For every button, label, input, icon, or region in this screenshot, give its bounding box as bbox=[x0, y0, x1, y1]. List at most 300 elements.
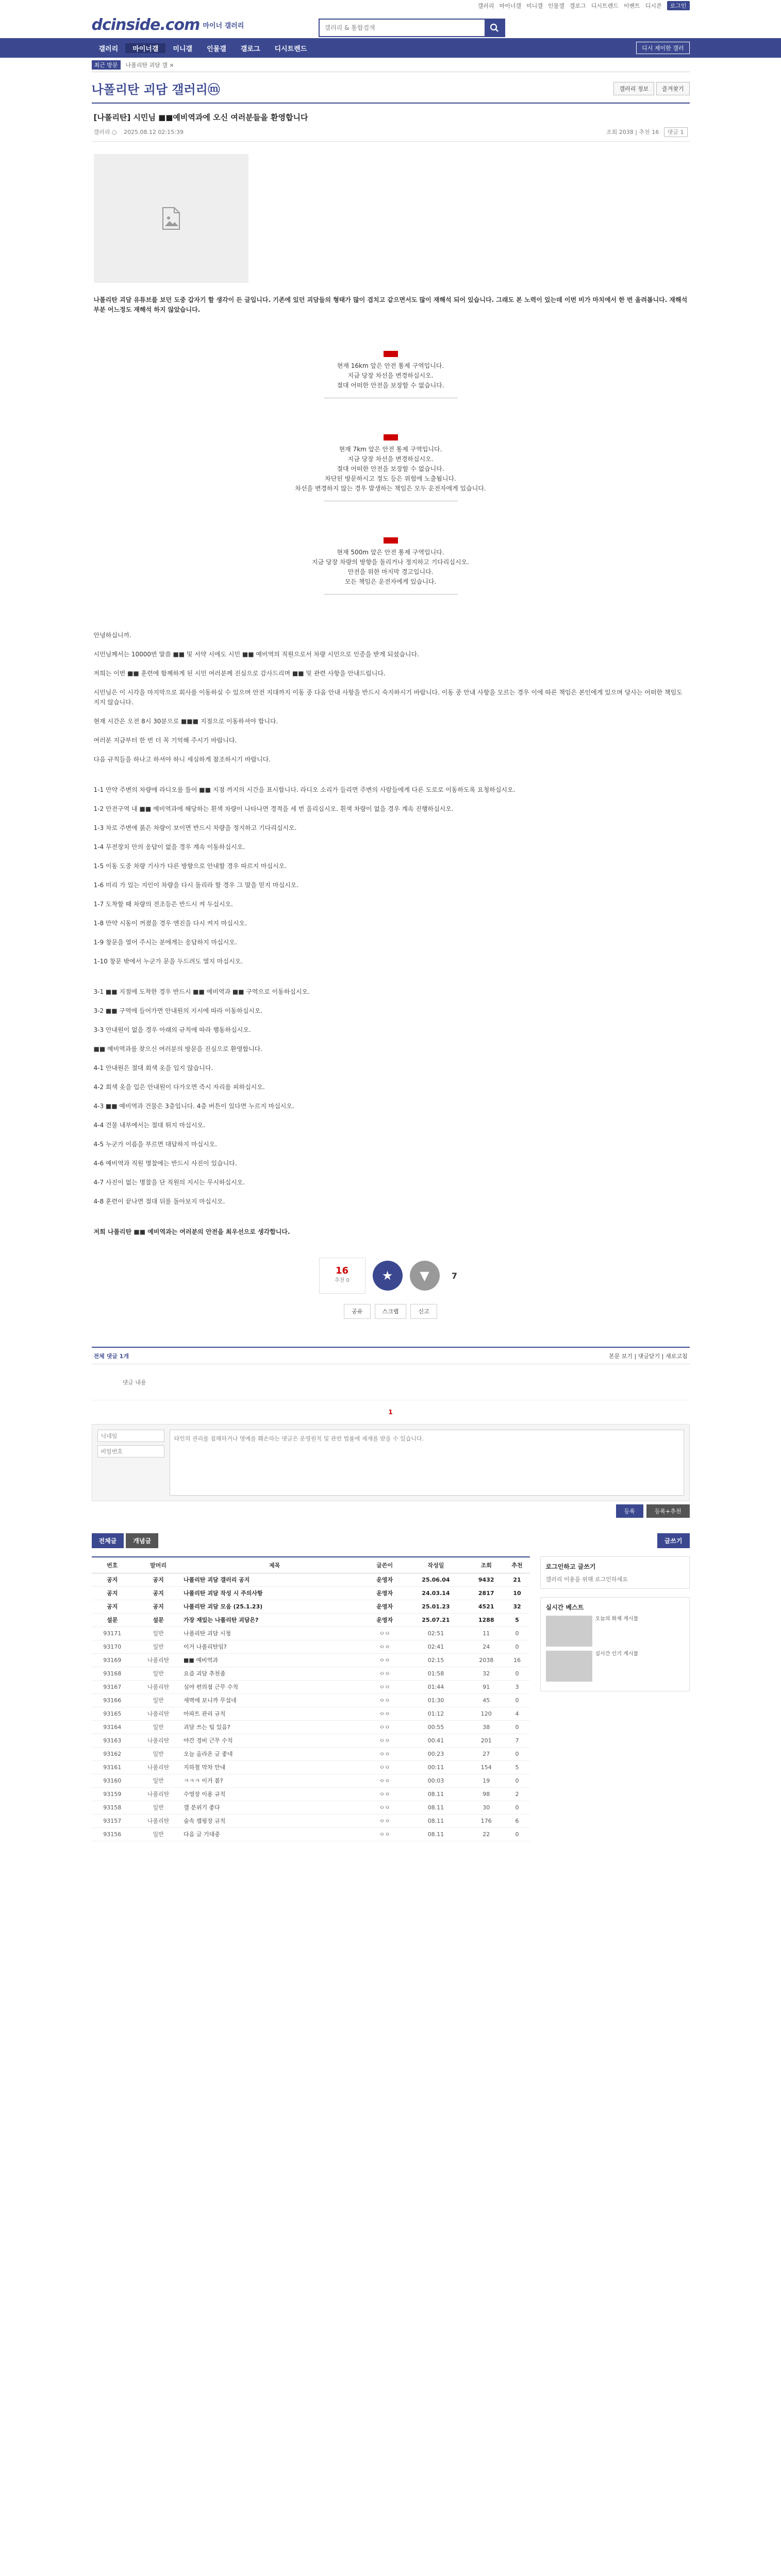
table-cell: 2 bbox=[504, 1787, 529, 1801]
nav-gallery[interactable]: 갤러리 bbox=[98, 45, 119, 53]
table-cell: 154 bbox=[468, 1760, 505, 1774]
table-row[interactable] bbox=[92, 1801, 530, 1814]
recent-visit-bar bbox=[92, 58, 690, 72]
table-row[interactable] bbox=[92, 1747, 530, 1760]
rule-item: 1-6 미리 가 있는 지인이 차량을 다시 돌리라 할 경우 그 말을 믿지 마십시오. bbox=[93, 882, 299, 889]
column-header: 조회 bbox=[468, 1557, 505, 1573]
table-cell: 93164 bbox=[92, 1720, 134, 1734]
table-cell: ㅇㅇ bbox=[366, 1680, 404, 1693]
search-input[interactable] bbox=[320, 20, 485, 36]
comment-pagination[interactable]: 1 bbox=[388, 1409, 393, 1416]
table-cell: 25.06.04 bbox=[404, 1573, 468, 1586]
table-cell: 일반 bbox=[133, 1720, 184, 1734]
view-post-link[interactable]: 본문 보기 bbox=[609, 1352, 633, 1360]
table-cell: ㅇㅇ bbox=[366, 1814, 404, 1827]
table-cell: 120 bbox=[468, 1707, 505, 1720]
table-cell: ㅇㅇ bbox=[366, 1734, 404, 1747]
password-input[interactable] bbox=[97, 1445, 164, 1458]
table-cell: 93165 bbox=[92, 1707, 134, 1720]
section-item: 4-5 누군가 이름을 부르면 대답하지 마십시오. bbox=[93, 1141, 218, 1148]
notice-line: 현재 500m 앞은 안전 통제 구역입니다. bbox=[337, 549, 444, 556]
list-tabs bbox=[92, 1533, 690, 1548]
post-paragraph: 안녕하십니까. bbox=[93, 632, 131, 639]
table-row[interactable] bbox=[92, 1573, 530, 1586]
table-cell: 공지 bbox=[133, 1586, 184, 1600]
gallery-title[interactable]: 나폴리탄 괴담 갤러리ⓜ bbox=[91, 82, 220, 97]
table-cell: 32 bbox=[468, 1667, 505, 1680]
section-item: 3-1 ■■ 지점에 도착한 경우 반드시 ■■ 예비역과 ■■ 구역으로 이동하십시오. bbox=[93, 988, 310, 995]
post-paragraph: 여러분 지금부터 한 번 더 꼭 기억해 주시기 바랍니다. bbox=[93, 737, 237, 744]
table-row[interactable] bbox=[92, 1693, 530, 1707]
comment-text: 댓글 내용 bbox=[122, 1379, 146, 1386]
recommend-up-count bbox=[319, 1258, 365, 1294]
table-cell: 4521 bbox=[468, 1600, 505, 1613]
table-row[interactable] bbox=[92, 1586, 530, 1600]
post-title-cell[interactable]: ㅋㅋㅋ 이거 봄? bbox=[184, 1774, 365, 1787]
up-sub: 추천 0 bbox=[335, 1278, 350, 1283]
table-cell: 93166 bbox=[92, 1693, 134, 1707]
column-header: 제목 bbox=[184, 1557, 365, 1573]
table-cell: 일반 bbox=[133, 1693, 184, 1707]
rule-item: 1-4 무전장치 안의 응답이 없을 경우 계속 이동하십시오. bbox=[93, 843, 245, 851]
login-box-sub[interactable]: 갤러리 이용을 위해 로그인하세요 bbox=[545, 1576, 628, 1583]
table-row[interactable] bbox=[92, 1787, 530, 1801]
post-title-cell[interactable]: 요즘 괴담 추천좀 bbox=[184, 1667, 365, 1680]
table-cell: 93161 bbox=[92, 1760, 134, 1774]
post-list bbox=[92, 1556, 530, 1841]
table-cell: 93170 bbox=[92, 1640, 134, 1653]
table-cell: ㅇㅇ bbox=[366, 1747, 404, 1760]
table-cell: 설문 bbox=[133, 1613, 184, 1626]
rule-item: 1-10 창문 밖에서 누군가 문을 두드려도 열지 마십시오. bbox=[93, 958, 243, 965]
table-cell: 25.01.23 bbox=[404, 1600, 468, 1613]
table-cell: 설문 bbox=[92, 1613, 134, 1626]
comment-submit-recommend-button[interactable]: 등록+추천 bbox=[646, 1504, 690, 1518]
table-cell: 공지 bbox=[92, 1600, 134, 1613]
table-row[interactable] bbox=[92, 1734, 530, 1747]
table-cell: 93169 bbox=[92, 1653, 134, 1667]
table-cell: 5 bbox=[504, 1613, 529, 1626]
table-row[interactable] bbox=[92, 1760, 530, 1774]
post-paragraph: 현재 시간은 오전 8시 30분으로 ■■■ 지점으로 이동하셔야 합니다. bbox=[93, 718, 278, 725]
comment-bar: 전체 댓글 1개 본문 보기 | 댓글닫기 | 새로고침 bbox=[92, 1347, 690, 1364]
post-title-cell[interactable]: 가장 재밌는 나폴리탄 괴담은? bbox=[184, 1613, 365, 1626]
recommend-up-button[interactable] bbox=[373, 1261, 403, 1291]
warning-mark bbox=[384, 434, 398, 440]
rule-item: 1-7 도착할 때 차량의 전조등은 반드시 켜 두십시오. bbox=[93, 901, 233, 908]
up-count: 16 bbox=[335, 1265, 349, 1276]
table-cell: 93158 bbox=[92, 1801, 134, 1814]
post-author[interactable]: 갤러리 ○ bbox=[93, 129, 117, 135]
post-title-cell[interactable]: 이거 나폴리탄임? bbox=[184, 1640, 365, 1653]
util-bar bbox=[92, 0, 690, 11]
table-cell: ㅇㅇ bbox=[366, 1693, 404, 1707]
post-title-cell[interactable]: 나폴리탄 괴담 모음 (25.1.23) bbox=[184, 1600, 365, 1613]
section-item: ■■ 예비역과를 찾으신 여러분의 방문을 진심으로 환영합니다. bbox=[93, 1045, 263, 1053]
table-cell: 0 bbox=[504, 1720, 529, 1734]
post-title-cell[interactable]: 다음 글 기대중 bbox=[184, 1827, 365, 1841]
nickname-input[interactable] bbox=[97, 1430, 164, 1442]
table-cell: 공지 bbox=[133, 1600, 184, 1613]
table-cell: 00:03 bbox=[404, 1774, 468, 1787]
table-cell: 93163 bbox=[92, 1734, 134, 1747]
notice-line: 차선을 변경하지 않는 경우 발생하는 책임은 모두 운전자에게 있습니다. bbox=[295, 485, 486, 492]
table-cell: 176 bbox=[468, 1814, 505, 1827]
thumb-up-icon: ★ bbox=[381, 1268, 393, 1283]
warning-mark bbox=[384, 537, 398, 544]
table-cell: 일반 bbox=[133, 1827, 184, 1841]
post-title-cell[interactable]: 수영장 이용 규칙 bbox=[184, 1787, 365, 1801]
section-item: 3-3 안내원이 없을 경우 아래의 규칙에 따라 행동하십시오. bbox=[93, 1026, 251, 1033]
post-title-cell[interactable]: 야간 경비 근무 수칙 bbox=[184, 1734, 365, 1747]
post-title-cell[interactable]: 아파트 관리 규칙 bbox=[184, 1707, 365, 1720]
rule-item: 1-9 창문을 열어 주시는 분에게는 응답하지 마십시오. bbox=[93, 939, 237, 946]
table-cell: 02:51 bbox=[404, 1626, 468, 1640]
table-row[interactable] bbox=[92, 1707, 530, 1720]
down-count: 7 bbox=[451, 1270, 458, 1281]
comment-count-button[interactable]: 댓글 1 bbox=[664, 127, 688, 137]
table-cell: ㅇㅇ bbox=[366, 1801, 404, 1814]
util-mini[interactable]: 미니갤 bbox=[526, 3, 543, 9]
recent-visit-tag: 최근 방문 bbox=[92, 60, 121, 70]
column-header: 번호 bbox=[92, 1557, 134, 1573]
table-cell: 93159 bbox=[92, 1787, 134, 1801]
notice-line: 현재 7km 앞은 안전 통제 구역입니다. bbox=[339, 446, 442, 453]
site-logo[interactable]: dcinside.com bbox=[91, 15, 200, 34]
table-cell: ㅇㅇ bbox=[366, 1640, 404, 1653]
post-title-cell[interactable]: 새벽에 보니까 무섭네 bbox=[184, 1693, 365, 1707]
post-title-cell[interactable]: ■■ 예비역과 bbox=[184, 1653, 365, 1667]
post-title: [나폴리탄] 시민님 ■■예비역과에 오신 여러분들을 환영합니다 bbox=[93, 113, 308, 122]
recommend-area bbox=[94, 1258, 688, 1294]
notice-block-1 bbox=[94, 351, 688, 398]
table-cell: 98 bbox=[468, 1787, 505, 1801]
notice-block-2 bbox=[94, 434, 688, 501]
table-cell: 3 bbox=[504, 1680, 529, 1693]
table-cell: 나폴리탄 bbox=[133, 1680, 184, 1693]
table-cell: 운영자 bbox=[366, 1600, 404, 1613]
notice-line: 안전을 위한 마지막 경고입니다. bbox=[347, 568, 434, 575]
table-cell: 16 bbox=[504, 1653, 529, 1667]
table-cell: ㅇㅇ bbox=[366, 1774, 404, 1787]
table-cell: ㅇㅇ bbox=[366, 1707, 404, 1720]
table-cell: 0 bbox=[504, 1693, 529, 1707]
rule-item: 1-5 이동 도중 차량 기사가 다른 방향으로 안내할 경우 따르지 마십시오. bbox=[93, 862, 287, 870]
table-row[interactable] bbox=[92, 1667, 530, 1680]
section-item: 4-4 건물 내부에서는 절대 뛰지 마십시오. bbox=[93, 1122, 205, 1129]
table-row[interactable] bbox=[92, 1814, 530, 1827]
main-nav bbox=[0, 38, 781, 58]
hot-box bbox=[540, 1597, 690, 1691]
table-cell: 일반 bbox=[133, 1640, 184, 1653]
column-header: 작성일 bbox=[404, 1557, 468, 1573]
login-box bbox=[540, 1556, 690, 1589]
rule-item: 1-1 만약 주변의 차량에 라디오를 틀어 ■■ 지점 까지의 시간을 표시합니다. 라디오 소리가 들리면 주변의 사람들에게 다른 도로로 이동하도록 요청하십시오. bbox=[93, 786, 516, 793]
table-cell: 0 bbox=[504, 1640, 529, 1653]
table-row[interactable] bbox=[92, 1613, 530, 1626]
notice-line: 현재 16km 앞은 안전 통제 구역입니다. bbox=[337, 362, 444, 369]
util-event[interactable]: 이벤트 bbox=[623, 3, 640, 9]
section-item: 4-2 회색 옷을 입은 안내원이 다가오면 즉시 자리를 피하십시오. bbox=[93, 1083, 265, 1091]
table-cell: 93162 bbox=[92, 1747, 134, 1760]
post-paragraph: 저희는 이번 ■■ 훈련에 함께하게 된 시민 여러분께 진심으로 감사드리며 ■■ 및 관련 사항을 안내드립니다. bbox=[93, 670, 386, 677]
share-row bbox=[94, 1304, 688, 1319]
table-cell: 7 bbox=[504, 1734, 529, 1747]
table-cell: 93167 bbox=[92, 1680, 134, 1693]
recent-visit-item[interactable]: 나폴리탄 괴담 갤 × bbox=[125, 61, 174, 69]
post-title-cell[interactable]: 나폴리탄 괴담 작성 시 주의사항 bbox=[184, 1586, 365, 1600]
table-row[interactable] bbox=[92, 1626, 530, 1640]
table-cell: 0 bbox=[504, 1774, 529, 1787]
table-cell: 93156 bbox=[92, 1827, 134, 1841]
notice-line: 지금 당장 차량의 방향을 돌리거나 정지하고 기다리십시오. bbox=[312, 558, 469, 566]
util-gallog[interactable]: 갤로그 bbox=[569, 3, 586, 9]
post-title-cell[interactable]: 나폴리탄 괴담 갤러리 공지 bbox=[184, 1573, 365, 1586]
table-row[interactable] bbox=[92, 1720, 530, 1734]
nav-gallog[interactable]: 갤로그 bbox=[240, 45, 260, 53]
post-title-cell[interactable]: 오늘 올라온 글 좋네 bbox=[184, 1747, 365, 1760]
table-cell: 01:12 bbox=[404, 1707, 468, 1720]
comment-submit-button[interactable]: 등록 bbox=[616, 1504, 643, 1518]
post-content bbox=[92, 142, 690, 1347]
table-cell: 0 bbox=[504, 1626, 529, 1640]
image-icon bbox=[161, 207, 181, 230]
thumb-down-icon: ▼ bbox=[420, 1268, 429, 1283]
table-cell: 0 bbox=[504, 1801, 529, 1814]
post-header: [나폴리탄] 시민님 ■■예비역과에 오신 여러분들을 환영합니다 갤러리 ○ 2025.08.12 02:15:39 조회 2038 | 추천 16 댓글 1 bbox=[92, 104, 690, 142]
notice-line: 지금 당장 차선을 변경하십시오. bbox=[347, 372, 434, 379]
util-trend[interactable]: 디시트렌드 bbox=[591, 3, 619, 9]
util-person[interactable]: 인물갤 bbox=[547, 3, 564, 9]
table-cell: 1288 bbox=[468, 1613, 505, 1626]
table-cell: 일반 bbox=[133, 1774, 184, 1787]
hot-thumb[interactable] bbox=[546, 1651, 592, 1682]
rule-item: 1-2 안전구역 내 ■■ 예비역과에 해당하는 흰색 차량이 나타나면 경적을 세 번 울리십시오. 흰색 차량이 없을 경우 계속 진행하십시오. bbox=[93, 805, 454, 812]
table-cell: ㅇㅇ bbox=[366, 1827, 404, 1841]
table-cell: 나폴리탄 bbox=[133, 1760, 184, 1774]
search-icon bbox=[490, 23, 499, 32]
table-cell: 02:15 bbox=[404, 1653, 468, 1667]
table-cell: 93171 bbox=[92, 1626, 134, 1640]
table-cell: 6 bbox=[504, 1814, 529, 1827]
post-title-cell[interactable]: 갤 분위기 좋다 bbox=[184, 1801, 365, 1814]
table-cell: 공지 bbox=[92, 1586, 134, 1600]
table-cell: 일반 bbox=[133, 1667, 184, 1680]
table-cell: 나폴리탄 bbox=[133, 1734, 184, 1747]
table-cell: 24.03.14 bbox=[404, 1586, 468, 1600]
notice-line: 절대 어떠한 안전을 보장할 수 없습니다. bbox=[337, 382, 444, 389]
notice-line: 절대 어떠한 안전을 보장할 수 없습니다. bbox=[337, 465, 444, 472]
table-cell: 5 bbox=[504, 1760, 529, 1774]
section-item: 4-8 훈련이 끝나면 절대 뒤를 돌아보지 마십시오. bbox=[93, 1198, 225, 1205]
table-cell: 00:23 bbox=[404, 1747, 468, 1760]
nav-trend[interactable]: 디시트렌드 bbox=[274, 45, 307, 53]
post-title-cell[interactable]: 심야 편의점 근무 수칙 bbox=[184, 1680, 365, 1693]
recommend-down-button[interactable] bbox=[410, 1261, 440, 1291]
table-cell: 08.11 bbox=[404, 1801, 468, 1814]
post-date: 2025.08.12 02:15:39 bbox=[123, 129, 184, 135]
login-button[interactable]: 로그인 bbox=[667, 1, 690, 10]
table-cell: 운영자 bbox=[366, 1573, 404, 1586]
table-row[interactable] bbox=[92, 1653, 530, 1667]
notice-line: 차단된 방문하시고 정도 등은 위험에 노출됩니다. bbox=[325, 475, 456, 482]
write-button[interactable]: 글쓰기 bbox=[657, 1533, 690, 1548]
table-cell: 32 bbox=[504, 1600, 529, 1613]
table-cell: ㅇㅇ bbox=[366, 1760, 404, 1774]
tab-all[interactable]: 전체글 bbox=[92, 1533, 124, 1548]
table-cell: 2817 bbox=[468, 1586, 505, 1600]
table-cell: 08.11 bbox=[404, 1827, 468, 1841]
section-item: 4-6 예비역과 직원 명찰에는 반드시 사진이 있습니다. bbox=[93, 1160, 237, 1167]
nav-minor[interactable]: 마이너갤 bbox=[125, 43, 165, 53]
table-cell: 93168 bbox=[92, 1667, 134, 1680]
table-cell: 201 bbox=[468, 1734, 505, 1747]
table-cell: 0 bbox=[504, 1827, 529, 1841]
table-cell: ㅇㅇ bbox=[366, 1626, 404, 1640]
hot-thumb[interactable] bbox=[546, 1616, 592, 1647]
table-cell: 운영자 bbox=[366, 1613, 404, 1626]
table-cell: 공지 bbox=[133, 1573, 184, 1586]
hot-item[interactable]: 오늘의 화제 게시물 bbox=[595, 1616, 639, 1622]
tab-best[interactable]: 개념글 bbox=[126, 1533, 158, 1548]
table-cell: 30 bbox=[468, 1801, 505, 1814]
scrap-button[interactable]: 스크랩 bbox=[375, 1304, 407, 1319]
table-cell: 08.11 bbox=[404, 1814, 468, 1827]
table-cell: 10 bbox=[504, 1586, 529, 1600]
report-button[interactable]: 신고 bbox=[410, 1304, 437, 1319]
table-cell: 22 bbox=[468, 1827, 505, 1841]
section-item: 3-2 ■■ 구역에 들어가면 안내원의 지시에 따라 이동하십시오. bbox=[93, 1007, 263, 1014]
table-cell: 운영자 bbox=[366, 1586, 404, 1600]
util-minor[interactable]: 마이너갤 bbox=[499, 3, 522, 9]
table-row[interactable] bbox=[92, 1774, 530, 1787]
post-title-cell[interactable]: 숲속 캠핑장 규칙 bbox=[184, 1814, 365, 1827]
util-gallery[interactable]: 갤러리 bbox=[477, 3, 494, 9]
table-row[interactable] bbox=[92, 1680, 530, 1693]
section-item: 4-1 안내원은 절대 회색 옷을 입지 않습니다. bbox=[93, 1064, 213, 1072]
post-title-cell[interactable]: 괴담 쓰는 팁 있음? bbox=[184, 1720, 365, 1734]
refresh-link[interactable]: 새로고침 bbox=[665, 1352, 688, 1360]
post-image[interactable] bbox=[94, 154, 248, 283]
table-cell: 0 bbox=[504, 1667, 529, 1680]
table-cell: 2038 bbox=[468, 1653, 505, 1667]
table-cell: 9432 bbox=[468, 1573, 505, 1586]
table-cell: 00:41 bbox=[404, 1734, 468, 1747]
table-cell: ㅇㅇ bbox=[366, 1667, 404, 1680]
table-cell: 나폴리탄 bbox=[133, 1707, 184, 1720]
hot-box-title: 실시간 베스트 bbox=[545, 1604, 584, 1611]
table-cell: 0 bbox=[504, 1747, 529, 1760]
post-views: 조회 2038 bbox=[606, 129, 634, 135]
table-cell: 93157 bbox=[92, 1814, 134, 1827]
gallery-info-button[interactable]: 갤러리 정보 bbox=[613, 82, 654, 95]
rule-item: 1-3 차로 주변에 붉은 차량이 보이면 반드시 차량을 정지하고 기다리십시오. bbox=[93, 824, 297, 832]
table-cell: 일반 bbox=[133, 1801, 184, 1814]
table-cell: 일반 bbox=[133, 1747, 184, 1760]
post-intro: 나폴리탄 괴담 유튜브를 보던 도중 갑자기 할 생각이 든 글입니다. 기존에 있던 괴담들의 형태가 많이 겹치고 같으면서도 많이 재해석 되어 있습니다. 그래도 본 노력이 있는데 이번 비가 마치에서 한 번 올려봅니다. 재해석 부분 어느정도 재해석 하지 않았습니다. bbox=[93, 296, 688, 313]
table-cell: 나폴리탄 bbox=[133, 1787, 184, 1801]
util-dccon[interactable]: 디시콘 bbox=[645, 3, 662, 9]
favorite-button[interactable]: 즐겨찾기 bbox=[656, 82, 690, 95]
notice-line: 모든 책임은 운전자에게 있습니다. bbox=[344, 578, 437, 585]
table-cell: 08.11 bbox=[404, 1787, 468, 1801]
close-comments-link[interactable]: 댓글닫기 bbox=[638, 1352, 660, 1360]
login-box-title: 로그인하고 글쓰기 bbox=[545, 1563, 596, 1570]
comment-total[interactable]: 전체 댓글 1개 bbox=[93, 1352, 129, 1360]
rule-item: 1-8 만약 시동이 꺼졌을 경우 엔진을 다시 켜지 마십시오. bbox=[93, 920, 247, 927]
gallery-title-bar bbox=[92, 79, 690, 104]
table-cell: ㅇㅇ bbox=[366, 1720, 404, 1734]
table-cell: ㅇㅇ bbox=[366, 1653, 404, 1667]
hot-item[interactable]: 실시간 인기 게시물 bbox=[595, 1651, 639, 1657]
divider bbox=[324, 594, 458, 595]
search-button[interactable] bbox=[485, 20, 504, 36]
table-cell: 나폴리탄 bbox=[133, 1653, 184, 1667]
column-header: 글쓴이 bbox=[366, 1557, 404, 1573]
comment-item bbox=[92, 1364, 690, 1400]
post-title-cell[interactable]: 지하철 막차 안내 bbox=[184, 1760, 365, 1774]
table-cell: 4 bbox=[504, 1707, 529, 1720]
table-cell: 25.07.21 bbox=[404, 1613, 468, 1626]
section-item: 4-3 ■■ 예비역과 건물은 3층입니다. 4층 버튼이 있다면 누르지 마십시오. bbox=[93, 1103, 294, 1110]
table-cell: ㅇㅇ bbox=[366, 1787, 404, 1801]
sidebar bbox=[540, 1556, 690, 1841]
table-cell: 공지 bbox=[92, 1573, 134, 1586]
comment-write-box bbox=[92, 1424, 690, 1501]
logo-subtitle[interactable]: 마이너 갤러리 bbox=[203, 22, 244, 30]
table-cell: 01:58 bbox=[404, 1667, 468, 1680]
warning-mark bbox=[384, 351, 398, 357]
post-recommend: 추천 16 bbox=[639, 129, 659, 135]
table-cell: 91 bbox=[468, 1680, 505, 1693]
notice-line: 지금 당장 차선을 변경하십시오. bbox=[347, 455, 434, 463]
section-item: 4-7 사진이 없는 명찰을 단 직원의 지시는 무시하십시오. bbox=[93, 1179, 245, 1186]
table-cell: 일반 bbox=[133, 1626, 184, 1640]
nav-mini[interactable]: 미니갤 bbox=[173, 45, 193, 53]
post-paragraph: 시민님은 이 시각을 마지막으로 회사를 이동하실 수 있으며 안전 지대까지 이동 중 다음 안내 사항을 반드시 숙지하시기 바랍니다. 이동 중 안내 사항을 모르는 경우 이에 따른 책임은 본인에게 있으며 당사는 어떠한 책임도 지지 않습니다. bbox=[93, 689, 683, 706]
table-cell: 38 bbox=[468, 1720, 505, 1734]
table-cell: 21 bbox=[504, 1573, 529, 1586]
share-button[interactable]: 공유 bbox=[344, 1304, 370, 1319]
table-cell: 01:44 bbox=[404, 1680, 468, 1693]
column-header: 추천 bbox=[504, 1557, 529, 1573]
table-cell: 24 bbox=[468, 1640, 505, 1653]
post-paragraph: 다음 규칙들을 하나고 하셔야 하니 세심하게 참조하시기 바랍니다. bbox=[93, 756, 271, 763]
table-cell: 나폴리탄 bbox=[133, 1814, 184, 1827]
post-paragraph: 시민님께서는 10000번 말씀 ■■ 및 서약 시에도 시민 ■■ 예비역의 직원으로서 차량 시민으로 인증을 받게 되셨습니다. bbox=[93, 651, 419, 658]
visit-gallery-button[interactable]: 디시 제이한 갤러 bbox=[636, 42, 689, 54]
column-header: 말머리 bbox=[133, 1557, 184, 1573]
table-cell: 19 bbox=[468, 1774, 505, 1787]
table-cell: 11 bbox=[468, 1626, 505, 1640]
table-cell: 45 bbox=[468, 1693, 505, 1707]
table-cell: 93160 bbox=[92, 1774, 134, 1787]
table-cell: 00:11 bbox=[404, 1760, 468, 1774]
post-closing: 저희 나폴리탄 ■■ 예비역과는 여러분의 안전을 최우선으로 생각합니다. bbox=[93, 1228, 290, 1235]
table-row[interactable] bbox=[92, 1827, 530, 1841]
notice-block-3 bbox=[94, 537, 688, 595]
table-row[interactable] bbox=[92, 1600, 530, 1613]
table-cell: 00:55 bbox=[404, 1720, 468, 1734]
table-cell: 02:41 bbox=[404, 1640, 468, 1653]
table-row[interactable] bbox=[92, 1640, 530, 1653]
comment-textarea[interactable] bbox=[170, 1430, 684, 1496]
search-box bbox=[319, 19, 505, 37]
table-cell: 27 bbox=[468, 1747, 505, 1760]
post-title-cell[interactable]: 나폴리탄 괴담 시청 bbox=[184, 1626, 365, 1640]
table-cell: 01:30 bbox=[404, 1693, 468, 1707]
nav-person[interactable]: 인물갤 bbox=[207, 45, 226, 53]
